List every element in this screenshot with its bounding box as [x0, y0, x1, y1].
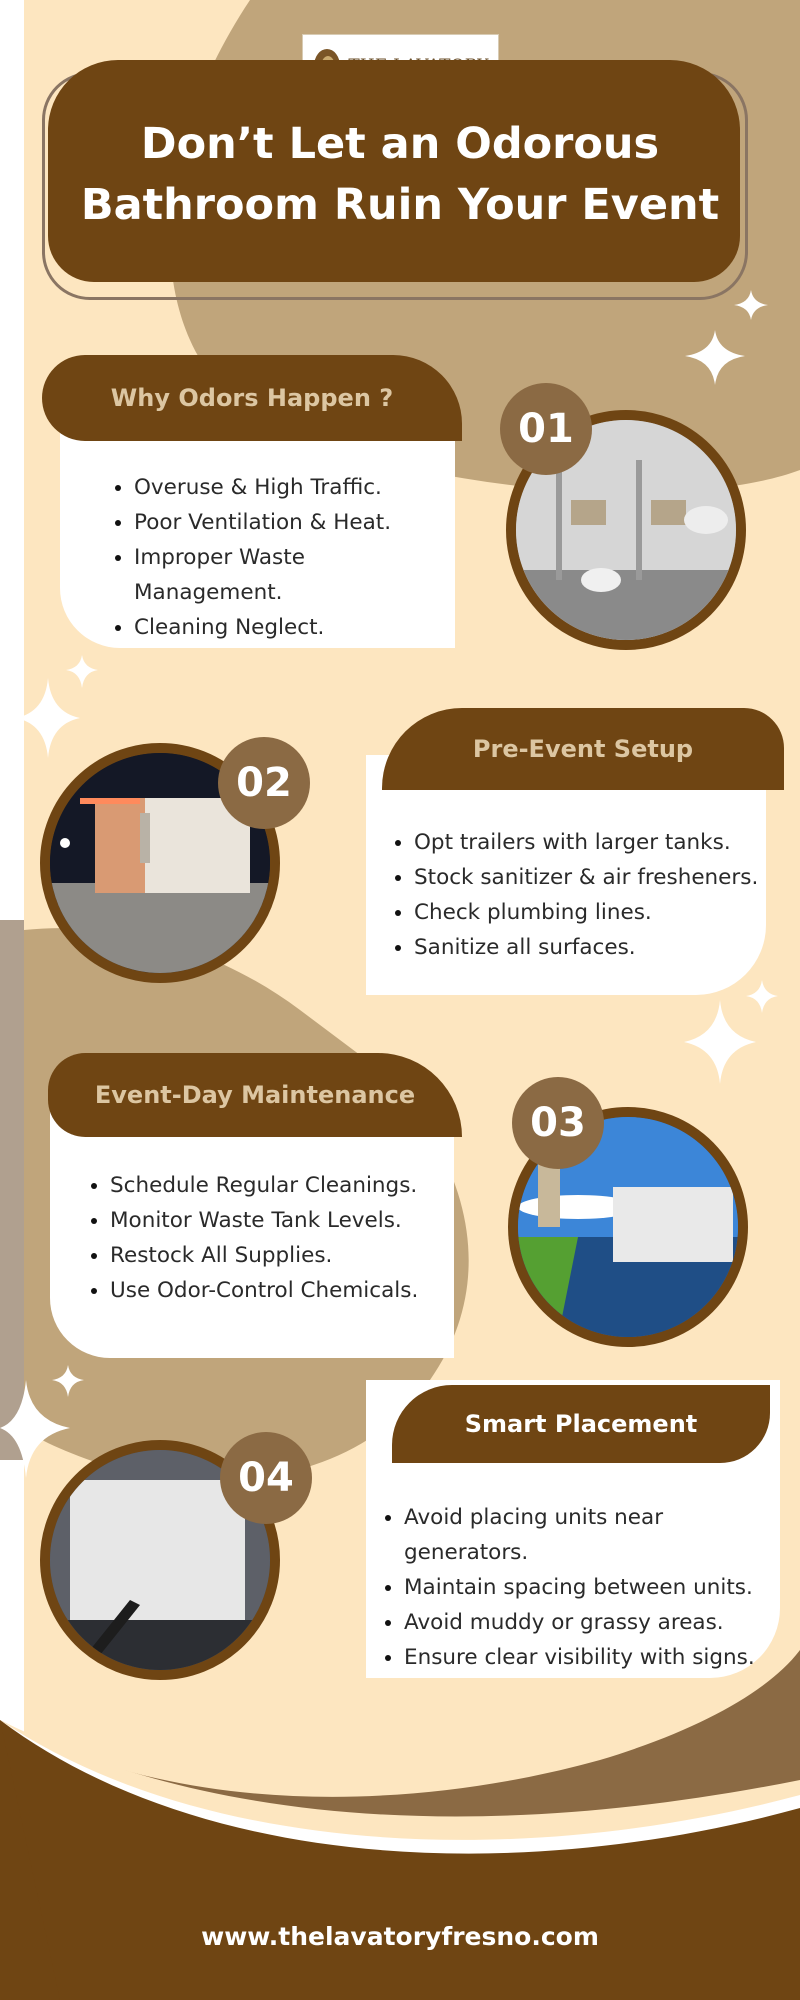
list-item: • Improper Waste Management.	[134, 540, 455, 610]
section-3-number-badge: 03	[512, 1077, 604, 1169]
section-3-list	[86, 1168, 454, 1308]
section-3-heading: Event-Day Maintenance	[48, 1053, 462, 1137]
list-item: • Monitor Waste Tank Levels.	[110, 1203, 454, 1238]
page-title	[60, 114, 740, 236]
section-1-number-badge: 01	[500, 383, 592, 475]
list-item: • Poor Ventilation & Heat.	[134, 505, 455, 540]
section-1-list	[110, 470, 455, 645]
list-item: • Schedule Regular Cleanings.	[110, 1168, 454, 1203]
title-line-1: Don’t Let an Odorous	[140, 119, 660, 169]
list-item: • Avoid muddy or grassy areas.	[404, 1605, 780, 1640]
list-item: • Check plumbing lines.	[414, 895, 766, 930]
section-4-number-badge: 04	[220, 1432, 312, 1524]
title-line-2: Bathroom Ruin Your Event	[80, 180, 720, 230]
section-4-list	[380, 1500, 780, 1675]
section-3-card	[50, 1108, 454, 1358]
section-2-heading: Pre-Event Setup	[382, 708, 784, 790]
section-2-number-badge: 02	[218, 737, 310, 829]
section-2-list	[390, 825, 766, 965]
section-2-card	[366, 755, 766, 995]
list-item: • Stock sanitizer & air fresheners.	[414, 860, 766, 895]
list-item: • Sanitize all surfaces.	[414, 930, 766, 965]
section-1-heading: Why Odors Happen ?	[42, 355, 462, 441]
list-item: • Use Odor-Control Chemicals.	[110, 1273, 454, 1308]
list-item: • Cleaning Neglect.	[134, 610, 455, 645]
section-4-heading: Smart Placement	[392, 1385, 770, 1463]
list-item: • Opt trailers with larger tanks.	[414, 825, 766, 860]
list-item: • Maintain spacing between units.	[404, 1570, 780, 1605]
list-item: • Ensure clear visibility with signs.	[404, 1640, 780, 1675]
list-item: • Avoid placing units near generators.	[404, 1500, 780, 1570]
list-item: • Overuse & High Traffic.	[134, 470, 455, 505]
website-link[interactable]: www.thelavatoryfresno.com	[201, 1922, 599, 1951]
list-item: • Restock All Supplies.	[110, 1238, 454, 1273]
